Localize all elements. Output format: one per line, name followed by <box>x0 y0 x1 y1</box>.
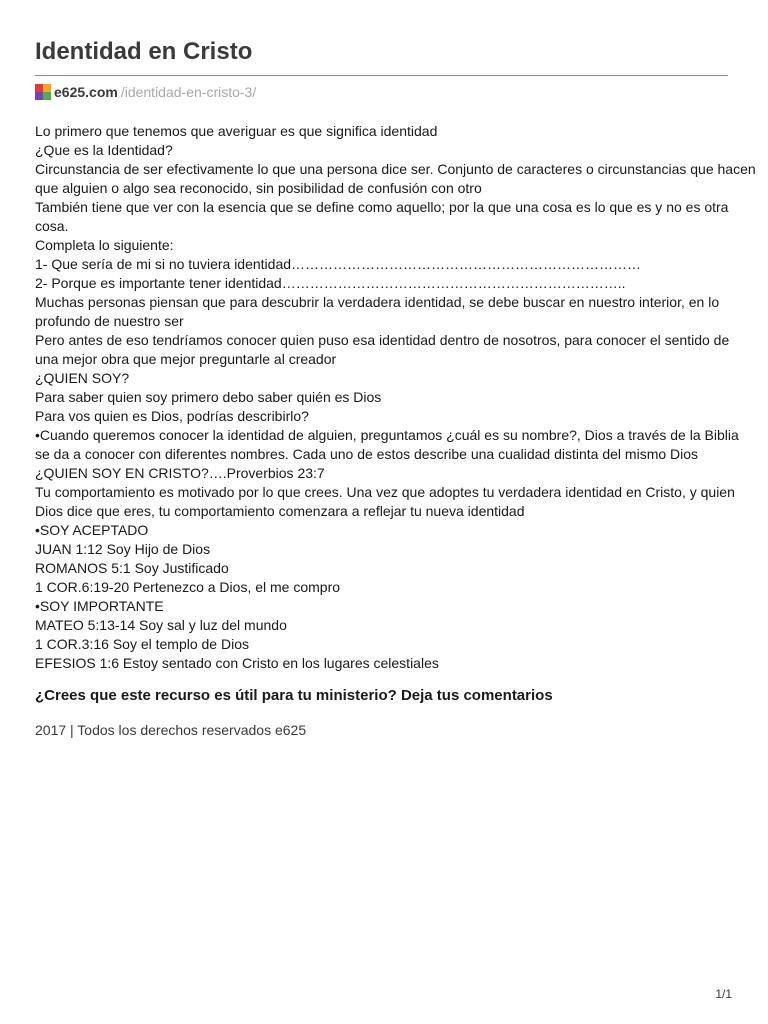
title-divider <box>35 75 728 76</box>
page-number: 1/1 <box>715 987 732 1001</box>
logo-square-red <box>35 84 43 92</box>
body-line: Para vos quien es Dios, podrías describirlo? <box>35 408 309 424</box>
body-line: Lo primero que tenemos que averiguar es que significa identidad <box>35 123 438 139</box>
body-line: 1 COR.3:16 Soy el templo de Dios <box>35 636 249 652</box>
comment-call-to-action: ¿Crees que este recurso es útil para tu ministerio? Deja tus comentarios <box>35 687 553 704</box>
body-line: •SOY ACEPTADO <box>35 522 149 538</box>
body-line: cosa. <box>35 218 69 234</box>
source-line <box>35 83 256 101</box>
logo-square-green <box>43 92 51 100</box>
page-title: Identidad en Cristo <box>35 38 253 65</box>
body-line: ¿Que es la Identidad? <box>35 142 173 158</box>
logo-square-purple <box>35 92 43 100</box>
body-line: Circunstancia de ser efectivamente lo que una persona dice ser. Conjunto de caracteres o circunstancias que hacen <box>35 161 756 177</box>
body-line: se da a conocer con diferentes nombres. Cada uno de estos describe una cualidad distinta del mismo Dios <box>35 446 699 462</box>
body-line: 1- Que sería de mi si no tuviera identidad………………………………………………………………… <box>35 256 642 272</box>
body-line: Dios dice que eres, tu comportamiento comenzara a reflejar tu nueva identidad <box>35 503 525 519</box>
source-path-link[interactable]: /identidad-en-cristo-3/ <box>120 84 257 100</box>
source-site-link[interactable]: e625.com <box>54 84 118 100</box>
body-line: ¿QUIEN SOY EN CRISTO?….Proverbios 23:7 <box>35 465 325 481</box>
body-line: que alguien o algo sea reconocido, sin posibilidad de confusión con otro <box>35 180 482 196</box>
body-line: una mejor obra que mejor preguntarle al creador <box>35 351 337 367</box>
body-line: EFESIOS 1:6 Estoy sentado con Cristo en los lugares celestiales <box>35 655 439 671</box>
body-line: Muchas personas piensan que para descubrir la verdadera identidad, se debe buscar en nuestro interior, en lo <box>35 294 720 310</box>
body-line: profundo de nuestro ser <box>35 313 184 329</box>
body-line: 1 COR.6:19-20 Pertenezco a Dios, el me compro <box>35 579 341 595</box>
body-line: Pero antes de eso tendríamos conocer quien puso esa identidad dentro de nosotros, para conocer el sentido de <box>35 332 730 348</box>
body-line: JUAN 1:12 Soy Hijo de Dios <box>35 541 211 557</box>
logo-square-orange <box>43 84 51 92</box>
body-line: ROMANOS 5:1 Soy Justificado <box>35 560 229 576</box>
body-line: Tu comportamiento es motivado por lo que crees. Una vez que adoptes tu verdadera identidad en Cristo, y quien <box>35 484 735 500</box>
article-body <box>35 122 756 673</box>
body-line: Para saber quien soy primero debo saber quién es Dios <box>35 389 382 405</box>
copyright-notice: 2017 | Todos los derechos reservados e625 <box>35 722 307 738</box>
body-line: MATEO 5:13-14 Soy sal y luz del mundo <box>35 617 287 633</box>
body-line: •Cuando queremos conocer la identidad de alguien, preguntamos ¿cuál es su nombre?, Dios a través de la Biblia <box>35 427 739 443</box>
body-line: 2- Porque es importante tener identidad……………………………………………………………….. <box>35 275 626 291</box>
body-line: ¿QUIEN SOY? <box>35 370 130 386</box>
e625-logo-icon <box>35 84 51 100</box>
body-line: Completa lo siguiente: <box>35 237 174 253</box>
body-line: •SOY IMPORTANTE <box>35 598 164 614</box>
body-line: También tiene que ver con la esencia que se define como aquello; por la que una cosa es lo que es y no es otra <box>35 199 729 215</box>
